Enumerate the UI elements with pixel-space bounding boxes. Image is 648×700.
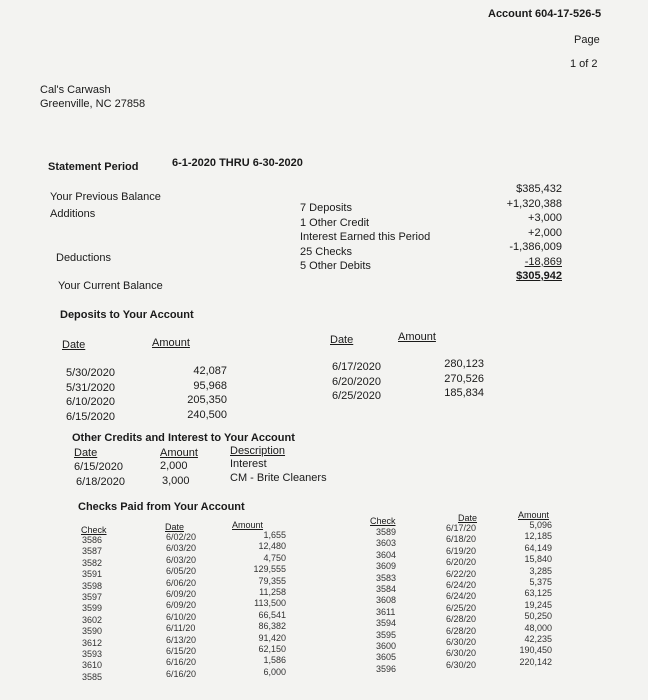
summary-amount: -1,386,009 — [509, 241, 562, 253]
check-date: 6/22/20 — [446, 568, 477, 579]
check-number: 3583 — [376, 572, 397, 583]
check-amount: 50,250 — [524, 611, 552, 622]
check-date: 6/13/20 — [166, 634, 197, 645]
check-amount: 1,655 — [263, 530, 286, 540]
check-amount: 42,235 — [524, 634, 552, 645]
check-number: 3599 — [82, 603, 103, 614]
deposits-date-header-right: Date — [330, 334, 354, 346]
check-date: 6/28/20 — [446, 625, 477, 636]
check-date: 6/20/20 — [446, 557, 477, 568]
check-date: 6/30/20 — [446, 659, 477, 670]
check-amount: 66,541 — [258, 609, 286, 620]
other-credit-description: Interest — [230, 458, 267, 470]
check-number: 3609 — [376, 561, 397, 572]
additions-label: Additions — [50, 208, 96, 220]
deposits-amount-header-right: Amount — [398, 331, 436, 343]
deposit-amounts-left — [187, 364, 227, 422]
check-number: 3590 — [82, 626, 103, 637]
check-amount: 15,840 — [524, 554, 552, 565]
deposit-date: 6/20/2020 — [332, 375, 381, 388]
check-date: 6/09/20 — [166, 589, 197, 600]
check-date: 6/03/20 — [166, 543, 197, 554]
check-number: 3586 — [82, 535, 103, 545]
check-number: 3600 — [376, 641, 397, 652]
deductions-label: Deductions — [56, 252, 112, 264]
check-date: 6/24/20 — [446, 580, 477, 591]
check-number: 3598 — [82, 580, 103, 591]
check-number: 3589 — [376, 527, 397, 537]
previous-balance-amount: $385,432 — [516, 183, 562, 195]
checks-amount-header-right: Amount — [518, 510, 550, 520]
check-number: 3582 — [82, 557, 103, 568]
deposit-date: 6/15/2020 — [66, 410, 115, 423]
summary-amount: +2,000 — [528, 226, 562, 239]
deposit-amount: 270,526 — [444, 372, 484, 385]
check-number: 3595 — [376, 629, 397, 640]
check-number: 3594 — [376, 618, 397, 629]
summary-amount: +1,320,388 — [506, 197, 562, 210]
check-amount: 3,285 — [529, 565, 552, 576]
deposit-dates-left — [66, 366, 115, 424]
other-credit-date: 6/15/2020 — [74, 461, 123, 473]
deposits-amount-header: Amount — [152, 337, 190, 349]
summary-amount: -18,869 — [524, 255, 562, 268]
other-credits-description-header: Description — [230, 445, 286, 457]
check-amount: 86,382 — [258, 621, 286, 632]
check-date: 6/30/20 — [446, 637, 477, 648]
check-numbers-left — [82, 535, 102, 683]
summary-item: 7 Deposits — [300, 202, 352, 214]
summary-item: 1 Other Credit — [300, 216, 370, 229]
check-date: 6/18/20 — [446, 534, 477, 545]
summary-amount: +3,000 — [528, 212, 562, 224]
deposit-date: 5/31/2020 — [66, 381, 115, 394]
check-amount: 5,096 — [529, 520, 552, 530]
deposit-amount: 240,500 — [187, 408, 227, 421]
check-amount: 113,500 — [254, 598, 286, 609]
deposit-date: 6/17/2020 — [332, 361, 381, 373]
other-credits-amount-header: Amount — [160, 447, 198, 459]
check-amount: 91,420 — [258, 632, 286, 643]
check-number: 3597 — [82, 592, 103, 603]
check-amount: 19,245 — [524, 599, 552, 610]
statement-period-value: 6-1-2020 THRU 6-30-2020 — [172, 157, 303, 169]
other-credit-amount: 2,000 — [160, 460, 188, 472]
check-date: 6/02/20 — [166, 532, 197, 542]
check-amount: 79,355 — [258, 575, 286, 586]
check-date: 6/09/20 — [166, 600, 197, 611]
check-date: 6/16/20 — [166, 657, 197, 668]
check-number: 3585 — [82, 671, 103, 682]
summary-item: 25 Checks — [300, 245, 352, 258]
previous-balance-label: Your Previous Balance — [50, 191, 161, 203]
page-label: Page — [574, 34, 600, 46]
deposit-amount: 205,350 — [187, 394, 227, 406]
deposit-date: 6/25/2020 — [332, 390, 381, 402]
check-date: 6/25/20 — [446, 602, 477, 613]
check-amount: 4,750 — [263, 552, 286, 563]
summary-items — [300, 201, 430, 274]
checks-check-header: Check — [81, 525, 107, 535]
deposit-dates-right — [332, 360, 381, 404]
check-amounts-left — [253, 530, 286, 678]
deposit-date: 6/10/2020 — [66, 396, 115, 408]
check-dates-right — [446, 523, 476, 671]
other-credit-description: CM - Brite Cleaners — [230, 472, 327, 484]
check-amount: 48,000 — [524, 622, 552, 633]
check-amount: 6,000 — [263, 666, 286, 677]
checks-check-header-right: Check — [370, 516, 396, 526]
customer-name: Cal's Carwash — [40, 84, 111, 96]
check-amount: 63,125 — [524, 588, 552, 599]
check-date: 6/11/20 — [166, 623, 196, 634]
checks-date-header: Date — [165, 522, 185, 532]
check-number: 3584 — [376, 584, 397, 595]
other-credit-amount: 3,000 — [162, 475, 190, 487]
deposits-title: Deposits to Your Account — [60, 309, 194, 321]
check-date: 6/17/20 — [446, 523, 477, 533]
checks-amount-header: Amount — [232, 520, 264, 530]
check-date: 6/10/20 — [166, 611, 197, 622]
check-date: 6/16/20 — [166, 668, 197, 679]
check-number: 3591 — [82, 569, 103, 580]
check-number: 3593 — [82, 649, 103, 660]
check-amount: 1,586 — [263, 655, 286, 666]
check-number: 3603 — [376, 538, 397, 549]
current-balance-label: Your Current Balance — [58, 280, 163, 292]
check-date: 6/06/20 — [166, 577, 197, 588]
other-credits-date-header: Date — [74, 447, 98, 459]
check-date: 6/05/20 — [166, 566, 197, 577]
check-date: 6/30/20 — [446, 648, 477, 659]
check-number: 3587 — [82, 546, 103, 557]
other-credits-title: Other Credits and Interest to Your Account — [72, 432, 295, 444]
check-amount: 220,142 — [519, 656, 552, 667]
check-amount: 11,258 — [259, 587, 286, 598]
check-amount: 129,555 — [253, 564, 286, 575]
check-number: 3602 — [82, 614, 103, 625]
current-balance-amount: $305,942 — [516, 270, 562, 282]
summary-item: 5 Other Debits — [300, 260, 371, 272]
account-number: Account 604-17-526-5 — [488, 8, 602, 20]
deposit-amount: 280,123 — [444, 358, 484, 370]
deposit-amount: 185,834 — [444, 387, 484, 399]
deposits-date-header: Date — [62, 339, 86, 351]
check-dates-left — [166, 532, 196, 680]
deposit-amount: 42,087 — [193, 365, 227, 377]
check-amounts-right — [519, 520, 552, 668]
check-date: 6/28/20 — [446, 614, 477, 625]
check-amount: 12,480 — [258, 541, 286, 552]
deposit-amounts-right — [444, 357, 484, 401]
check-amount: 12,185 — [524, 531, 552, 542]
check-number: 3596 — [376, 663, 397, 674]
check-amount: 62,150 — [258, 644, 286, 655]
check-date: 6/03/20 — [166, 554, 197, 565]
deposit-amount: 95,968 — [193, 379, 227, 392]
check-number: 3605 — [376, 652, 397, 663]
check-date: 6/19/20 — [446, 545, 477, 556]
check-number: 3611 — [376, 606, 396, 617]
check-number: 3608 — [376, 595, 397, 606]
checks-date-header-right: Date — [458, 513, 478, 523]
check-date: 6/15/20 — [166, 646, 197, 657]
check-amount: 64,149 — [524, 542, 552, 553]
check-amount: 5,375 — [529, 577, 552, 588]
checks-title: Checks Paid from Your Account — [78, 501, 245, 513]
deposit-date: 5/30/2020 — [66, 367, 115, 379]
other-credit-date: 6/18/2020 — [76, 476, 125, 488]
summary-item: Interest Earned this Period — [300, 231, 431, 243]
customer-address: Greenville, NC 27858 — [40, 98, 146, 110]
check-numbers-right — [376, 527, 396, 675]
statement-period-label: Statement Period — [48, 161, 139, 173]
check-number: 3604 — [376, 549, 397, 560]
page-count: 1 of 2 — [570, 58, 598, 70]
check-number: 3610 — [82, 660, 103, 671]
check-amount: 190,450 — [519, 645, 552, 656]
check-number: 3612 — [82, 637, 103, 648]
check-date: 6/24/20 — [446, 591, 477, 602]
summary-amounts — [507, 182, 562, 284]
